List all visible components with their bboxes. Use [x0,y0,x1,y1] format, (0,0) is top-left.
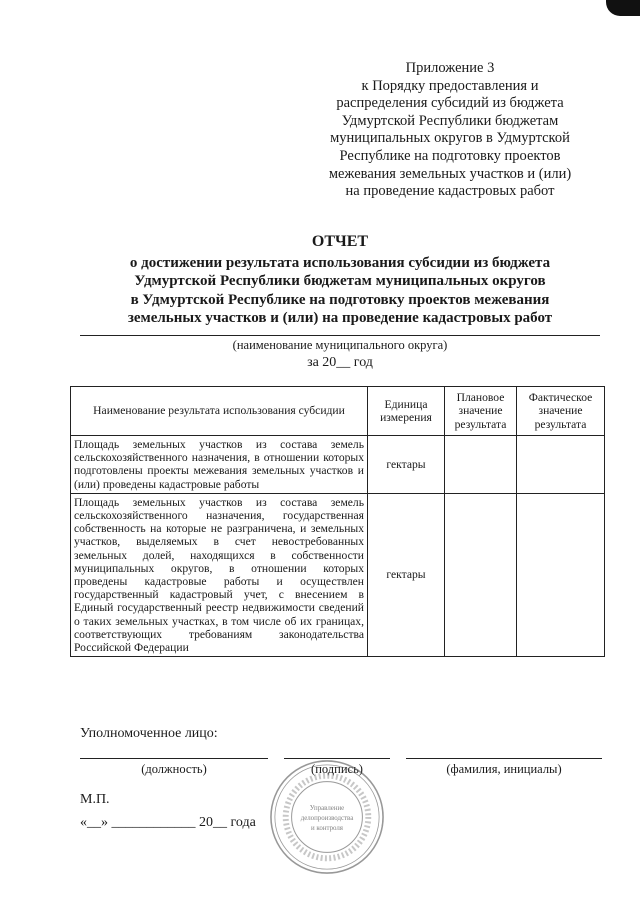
svg-text:делопроизводства: делопроизводства [300,814,354,822]
appendix-header [300,60,600,201]
report-subtitle-line: о достижении результата использования субсидии из бюджета [129,254,551,271]
unit-cell: гектары [368,436,445,494]
results-table [70,386,605,657]
report-year: за 20__ год [307,355,373,370]
report-subtitle-line: в Удмуртской Республике на подготовку проектов межевания [130,291,550,308]
header-actual: Фактическое значение результата [517,387,605,436]
report-title-block [60,233,620,328]
table-header-row [71,387,605,436]
header-planned: Плановое значение результата [445,387,517,436]
appendix-line: на проведение кадастровых работ [345,183,555,200]
appendix-line: межевания земельных участков и (или) [328,165,572,182]
result-name-cell: Площадь земельных участков из состава земель сельскохозяйственного назначения, государственная собственность на которые не разграничена, и земельных участков, выделяемых в счет невостребованных земельных долей, находящихся в собственности муниципальных округов, в отношении которых проведены кадастровые работы и осуществлен государственный кадастровый учет, с внесением в Единый государственный реестр недвижимости сведений о таких земельных участках, в том числе об их границах, соответствующих требованиям законодательства Российской Федерации [71,493,368,656]
municipality-fill-line[interactable] [80,335,600,336]
svg-text:и контроля: и контроля [311,824,343,832]
svg-text:Управление: Управление [309,805,345,813]
report-title: ОТЧЕТ [311,233,369,250]
actual-value-cell[interactable] [517,436,605,494]
municipality-caption: (наименование муниципального округа) [232,338,448,352]
report-subtitle-line: земельных участков и (или) на проведение кадастровых работ [127,310,553,326]
position-fill-line[interactable] [80,758,268,759]
appendix-line: Приложение 3 [405,60,495,76]
planned-value-cell[interactable] [445,436,517,494]
appendix-line: распределения субсидий из бюджета [336,95,564,112]
appendix-line: к Порядку предоставления и [361,77,539,94]
appendix-line: муниципальных округов в Удмуртской [330,130,570,147]
date-line: «__» ____________ 20__ года [80,815,256,830]
report-subtitle-line: Удмуртской Республики бюджетам муниципальных округов [134,273,546,289]
full-name-caption: (фамилия, инициалы) [446,762,562,776]
unit-cell: гектары [368,493,445,656]
planned-value-cell[interactable] [445,493,517,656]
header-unit: Единица измерения [368,387,445,436]
appendix-line: Республике на подготовку проектов [339,147,561,164]
scan-corner-mark [606,0,640,16]
header-result-name: Наименование результата использования субсидии [71,387,368,436]
seal-place-label: М.П. [80,792,110,807]
full-name-fill-line[interactable] [406,758,602,759]
signature-caption: (подпись) [311,762,363,776]
position-caption: (должность) [141,762,207,776]
authorized-person-label: Уполномоченное лицо: [80,726,218,741]
official-seal-stamp [268,758,386,876]
appendix-line: Удмуртской Республики бюджетам [341,112,559,129]
table-row [71,436,605,494]
table-row [71,493,605,656]
actual-value-cell[interactable] [517,493,605,656]
result-name-cell: Площадь земельных участков из состава земель сельскохозяйственного назначения, в отношении которых подготовлены проекты межевания земельных участков и (или) проведены кадастровые работы [71,436,368,494]
